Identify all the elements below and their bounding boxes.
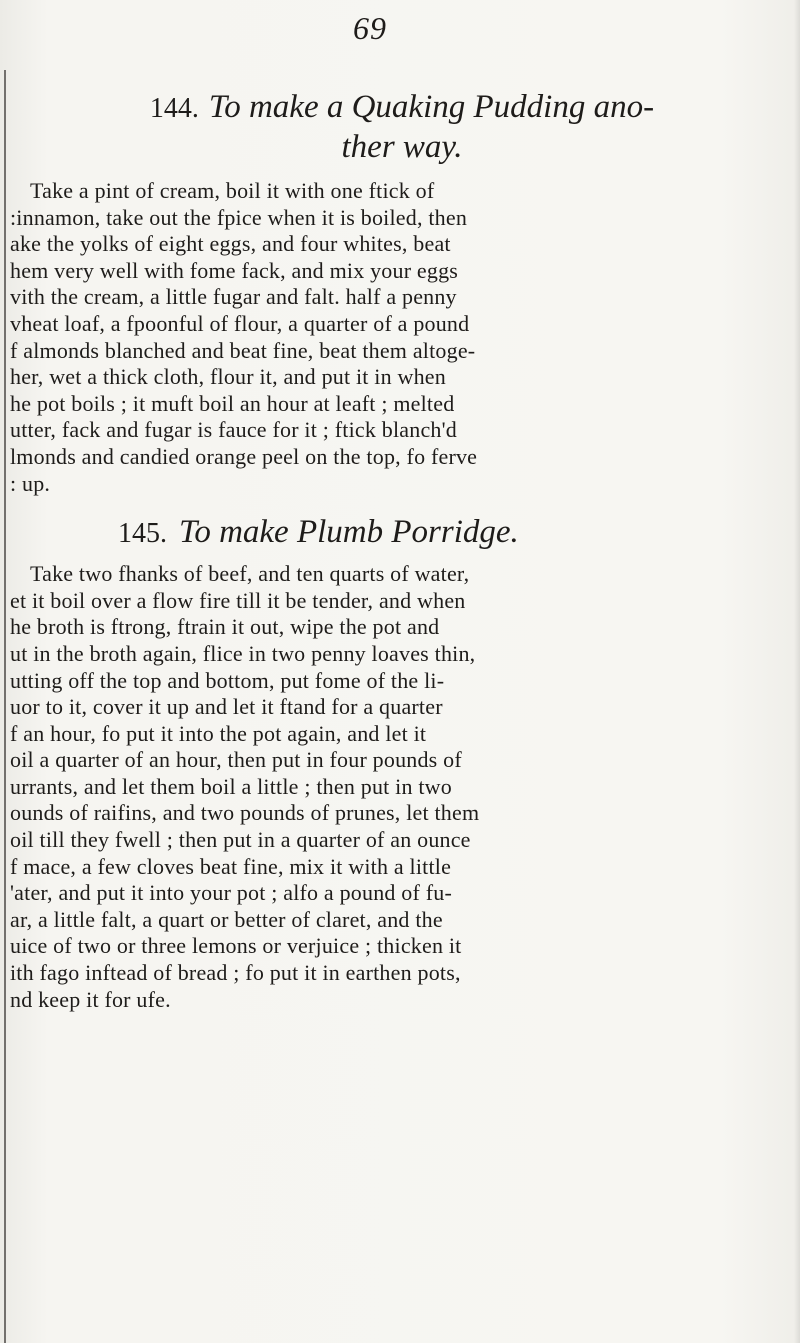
recipe-144-line: hem very well with fome fack, and mix your eggs [10, 257, 459, 283]
recipe-145-line: ounds of raifins, and two pounds of prunes, let them [10, 800, 480, 826]
recipe-144-line: vheat loaf, a fpoonful of flour, a quarter of a pound [10, 310, 470, 336]
recipe-144-title [10, 88, 794, 128]
recipe-145-line: ar, a little falt, a quart or better of claret, and the [10, 906, 443, 932]
recipe-145-line: oil till they fwell ; then put in a quarter of an ounce [10, 827, 471, 853]
recipe-144-line: vith the cream, a little fugar and falt. half a penny [10, 284, 457, 310]
recipe-145-title-text: To make Plumb Porridge. [179, 514, 519, 551]
recipe-145-line: uor to it, cover it up and let it ftand for a quarter [10, 694, 443, 720]
page-number: 69 [353, 10, 387, 46]
recipe-144-line: her, wet a thick cloth, flour it, and put it in when [10, 364, 446, 390]
recipe-145-line: utting off the top and bottom, put fome of the li- [10, 667, 445, 693]
page-edge-rule [4, 70, 6, 1343]
recipe-144-line: he pot boils ; it muft boil an hour at leaft ; melted [10, 390, 455, 416]
recipe-144-title-line1: To make a Quaking Pudding ano- [208, 89, 655, 125]
recipe-145-title [10, 513, 794, 553]
recipe-145-line: Take two fhanks of beef, and ten quarts of water, [30, 561, 470, 587]
page-edge-shadow [794, 0, 800, 1343]
recipe-144-line: utter, fack and fugar is fauce for it ; ftick blanch'd [10, 417, 457, 443]
text-column [10, 88, 794, 1013]
recipe-145-line: he broth is ftrong, ftrain it out, wipe the pot and [10, 614, 440, 640]
recipe-145-line: f mace, a few cloves beat fine, mix it with a little [10, 853, 452, 879]
recipe-144-line: Take a pint of cream, boil it with one ftick of [30, 178, 435, 203]
recipe-144-body [10, 178, 794, 497]
recipe-144-line: : up. [10, 470, 51, 496]
recipe-145-line: ut in the broth again, flice in two penny loaves thin, [10, 640, 476, 666]
recipe-145-line: ith fago inftead of bread ; fo put it in earthen pots, [10, 960, 461, 986]
recipe-145-number: 145. [118, 518, 167, 550]
recipe-145-line: f an hour, fo put it into the pot again, and let it [10, 720, 427, 746]
recipe-144-line: ake the yolks of eight eggs, and four whites, beat [10, 231, 451, 257]
recipe-144-line: lmonds and candied orange peel on the top, fo ferve [10, 443, 478, 469]
recipe-145-line: oil a quarter of an hour, then put in four pounds of [10, 747, 462, 773]
recipe-145-line: nd keep it for ufe. [10, 986, 171, 1012]
recipe-145-line: et it boil over a flow fire till it be tender, and when [10, 587, 466, 613]
recipe-145-line: uice of two or three lemons or verjuice ; thicken it [10, 933, 462, 959]
recipe-144-number: 144. [149, 93, 199, 124]
recipe-145-body [10, 561, 794, 1013]
recipe-144-line: :innamon, take out the fpice whеn it is boiled, then [10, 204, 468, 230]
recipe-144-line: f almonds blanched and beat fine, beat them altoge- [10, 337, 476, 363]
recipe-145-line: 'ater, and put it into your pot ; alfo a pound of fu- [10, 880, 452, 906]
recipe-145-line: urrants, and let them boil a little ; then put in two [10, 773, 452, 799]
recipe-144-title-line2: ther way. [341, 129, 463, 165]
